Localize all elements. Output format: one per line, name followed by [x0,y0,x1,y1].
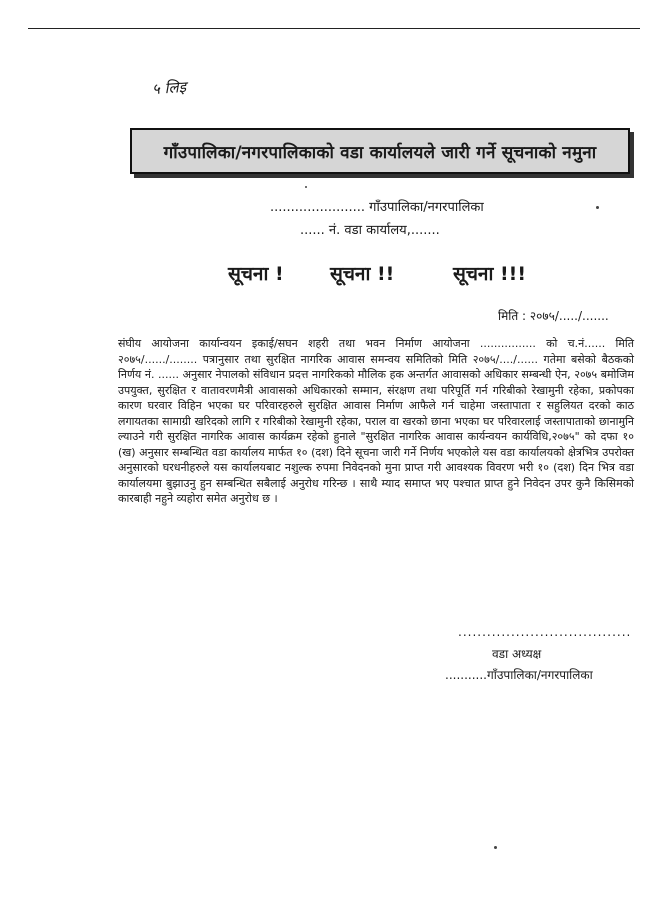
ward-office-line: ...... नं. वडा कार्यालय,....... [300,223,440,238]
scan-speck [305,186,307,188]
scan-speck [596,206,599,209]
signatory-organization: ...........गाँउपालिका/नगरपालिका [445,668,593,682]
municipality-line: ....................... गाँउपालिका/नगरपालिका [270,200,484,215]
top-rule [28,28,640,29]
notice-body: संघीय आयोजना कार्यान्वयन इकाई/सघन शहरी तथा भवन निर्माण आयोजना ................ को च.नं...... मिति २०७५/....../........ पत्रानुसार तथा सुरक्षित नागरिक आवास समन्वय समितिको मिति २०७५/..../...... गतेमा बसेको बैठकको निर्णय नं. ...... अनुसार नेपालको संविधान प्रदत्त नागरिकको मौलिक हक अन्तर्गत आवासको अधिकार सम्बन्धी ऐन, २०७५ बमोजिम उपयुक्त, सुरक्षित र वातावरणमैत्री आवासको अधिकारको सम्मान, संरक्षण तथा परिपूर्ति गर्न गरिबीको रेखामुनी रहेका, प्रकोपका कारण घरवार विहिन भएका घर परिवारहरुले सुरक्षित आवास निर्माण आफैले गर्न चाहेमा जस्तापाता र सहुलियत दरको काठ लगायतका सामाग्री खरिदको लागि र गरिबीको रेखामुनी रहेका, पराल वा खरको छाना भएका घर परिवारलाई जस्तापाताको छानामुनि ल्याउने गरी सुरक्षित नागरिक आवास कार्यक्रम रहेको हुनाले "सुरक्षित नागरिक आवास कार्यन्वयन कार्यविधि,२०७५" को दफा १० (ख) अनुसार सम्बन्धित वडा कार्यालय मार्फत १० (दश) दिने सूचना जारी गर्ने निर्णय भएकोले यस वडा कार्यालयको क्षेत्रभित्र उपरोक्त अनुसारको घरधनीहरुले यस कार्यालयबाट नशुल्क रुपमा निवेदनको मुना प्राप्त गरी आवश्यक विवरण भरी १० (दश) दिन भित्र वडा कार्यालयमा बुझाउनु हुन सम्बन्धित सबैलाई अनुरोध गरिन्छ । साथै म्याद समाप्त भए पश्चात प्राप्त हुने निवेदन उपर कुनै किसिमको कारबाही नहुने व्यहोरा समेत अनुरोध छ । [118,337,634,505]
notice-heading-2: सूचना !! [330,263,395,285]
signature-dots: .................................... [458,625,632,639]
title-box [130,128,630,174]
notice-heading-3: सूचना !!! [453,263,526,285]
scan-speck [494,846,497,849]
document-title: गाँउपालिका/नगरपालिकाको वडा कार्यालयले जारी गर्ने सूचनाको नमुना [163,142,597,163]
handwritten-page-number: ५ लिइ [151,77,187,99]
notice-heading-1: सूचना ! [228,263,284,285]
signatory-title: वडा अध्यक्ष [492,647,542,661]
date-line: मिति : २०७५/...../....... [498,309,609,323]
